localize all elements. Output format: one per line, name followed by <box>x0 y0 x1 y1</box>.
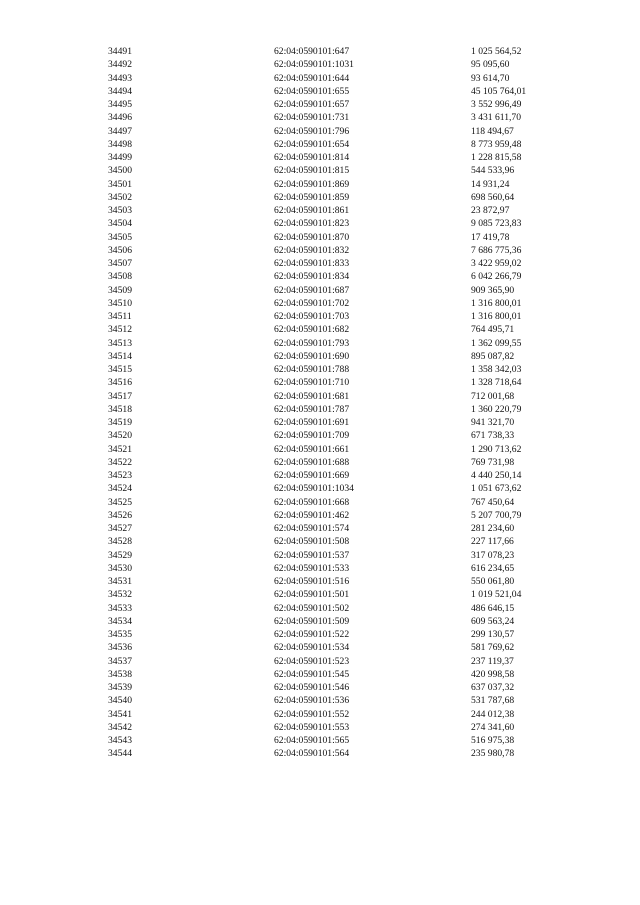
row-number: 34544 <box>108 748 132 760</box>
row-number: 34530 <box>108 562 132 574</box>
cadastral-number: 62:04:0590101:553 <box>274 721 350 733</box>
table-row <box>108 244 571 257</box>
cadastral-value: 118 494,67 <box>471 125 514 137</box>
table-row <box>108 231 571 244</box>
cadastral-number: 62:04:0590101:655 <box>274 85 350 97</box>
row-number: 34502 <box>108 191 132 203</box>
row-number: 34534 <box>108 615 132 627</box>
row-number: 34491 <box>108 46 132 57</box>
cadastral-value: 486 646,15 <box>471 602 515 614</box>
cadastral-number: 62:04:0590101:509 <box>274 615 350 627</box>
table-row <box>108 602 571 615</box>
table-row <box>108 363 571 376</box>
cadastral-value: 637 037,32 <box>471 682 515 693</box>
cadastral-value: 764 495,71 <box>471 324 515 336</box>
row-number: 34510 <box>108 297 132 309</box>
row-number: 34535 <box>108 629 132 640</box>
cadastral-value: 5 207 700,79 <box>471 509 522 521</box>
row-number: 34542 <box>108 721 132 733</box>
row-number: 34539 <box>108 682 132 693</box>
table-row <box>108 191 571 204</box>
cadastral-number: 62:04:0590101:688 <box>274 456 350 468</box>
row-number: 34509 <box>108 284 132 296</box>
table-row <box>108 85 571 98</box>
table-row <box>108 668 571 681</box>
row-number: 34512 <box>108 324 132 336</box>
table-row <box>108 509 571 522</box>
cadastral-number: 62:04:0590101:788 <box>274 364 350 375</box>
cadastral-value: 274 341,60 <box>471 721 515 733</box>
table-row <box>108 708 571 721</box>
table-row <box>108 694 571 707</box>
cadastral-number: 62:04:0590101:833 <box>274 258 350 269</box>
cadastral-value: 281 234,60 <box>471 523 515 534</box>
cadastral-value: 1 316 800,01 <box>471 297 522 309</box>
table-row <box>108 178 571 191</box>
table-row <box>108 456 571 469</box>
cadastral-value: 1 025 564,52 <box>471 46 522 57</box>
cadastral-number: 62:04:0590101:647 <box>274 46 350 57</box>
table-row <box>108 138 571 151</box>
cadastral-value: 23 872,97 <box>471 205 510 216</box>
row-number: 34498 <box>108 138 132 150</box>
cadastral-value: 1 051 673,62 <box>471 483 522 495</box>
table-row <box>108 641 571 654</box>
cadastral-number: 62:04:0590101:502 <box>274 602 350 614</box>
table-row <box>108 257 571 270</box>
table-row <box>108 204 571 217</box>
row-number: 34527 <box>108 523 132 534</box>
table-row <box>108 270 571 283</box>
cadastral-number: 62:04:0590101:815 <box>274 165 350 177</box>
row-number: 34518 <box>108 403 132 415</box>
cadastral-number: 62:04:0590101:703 <box>274 311 350 322</box>
cadastral-number: 62:04:0590101:702 <box>274 297 350 309</box>
row-number: 34495 <box>108 99 132 110</box>
cadastral-number: 62:04:0590101:1034 <box>274 483 354 495</box>
table-row <box>108 337 571 350</box>
table-row <box>108 562 571 575</box>
cadastral-number: 62:04:0590101:501 <box>274 589 350 601</box>
cadastral-value: 299 130,57 <box>471 629 515 640</box>
cadastral-number: 62:04:0590101:534 <box>274 642 350 654</box>
cadastral-value: 531 787,68 <box>471 695 515 707</box>
row-number: 34515 <box>108 364 132 375</box>
row-number: 34529 <box>108 549 132 561</box>
cadastral-number: 62:04:0590101:564 <box>274 748 350 760</box>
row-number: 34496 <box>108 112 132 124</box>
row-number: 34506 <box>108 244 132 256</box>
cadastral-value: 609 563,24 <box>471 615 515 627</box>
cadastral-number: 62:04:0590101:870 <box>274 231 350 243</box>
table-row <box>108 734 571 747</box>
cadastral-value: 4 440 250,14 <box>471 470 522 481</box>
table-row <box>108 125 571 138</box>
cadastral-number: 62:04:0590101:869 <box>274 178 350 190</box>
row-number: 34531 <box>108 576 132 587</box>
cadastral-value: 3 431 611,70 <box>471 112 522 124</box>
row-number: 34536 <box>108 642 132 654</box>
cadastral-value: 671 738,33 <box>471 430 515 442</box>
table-row <box>108 98 571 111</box>
cadastral-number: 62:04:0590101:690 <box>274 350 350 362</box>
cadastral-number: 62:04:0590101:546 <box>274 682 350 693</box>
cadastral-value: 1 328 718,64 <box>471 377 522 389</box>
table-row <box>108 469 571 482</box>
row-number: 34500 <box>108 165 132 177</box>
cadastral-value: 1 358 342,03 <box>471 364 522 375</box>
row-number: 34511 <box>108 311 132 322</box>
table-row <box>108 575 571 588</box>
table-row <box>108 72 571 85</box>
table-row <box>108 323 571 336</box>
row-number: 34537 <box>108 655 132 667</box>
row-number: 34520 <box>108 430 132 442</box>
cadastral-value: 769 731,98 <box>471 456 515 468</box>
table-row <box>108 429 571 442</box>
table-row <box>108 58 571 71</box>
cadastral-value: 1 228 815,58 <box>471 152 522 163</box>
table-row <box>108 403 571 416</box>
row-number: 34494 <box>108 85 132 97</box>
table-row <box>108 655 571 668</box>
cadastral-number: 62:04:0590101:682 <box>274 324 350 336</box>
table-row <box>108 297 571 310</box>
cadastral-value: 767 450,64 <box>471 496 515 508</box>
row-number: 34524 <box>108 483 132 495</box>
cadastral-number: 62:04:0590101:823 <box>274 218 350 230</box>
row-number: 34533 <box>108 602 132 614</box>
cadastral-value: 237 119,37 <box>471 655 514 667</box>
row-number: 34516 <box>108 377 132 389</box>
table-row <box>108 588 571 601</box>
row-number: 34519 <box>108 417 132 428</box>
table-row <box>108 164 571 177</box>
cadastral-value: 3 552 996,49 <box>471 99 522 110</box>
table-row <box>108 535 571 548</box>
row-number: 34501 <box>108 178 132 190</box>
table-row <box>108 416 571 429</box>
row-number: 34528 <box>108 536 132 548</box>
table-row <box>108 721 571 734</box>
cadastral-number: 62:04:0590101:710 <box>274 377 350 389</box>
cadastral-number: 62:04:0590101:731 <box>274 112 350 124</box>
row-number: 34525 <box>108 496 132 508</box>
cadastral-number: 62:04:0590101:793 <box>274 337 350 349</box>
cadastral-value: 616 234,65 <box>471 562 515 574</box>
cadastral-value: 6 042 266,79 <box>471 271 522 283</box>
row-number: 34514 <box>108 350 132 362</box>
table-row <box>108 549 571 562</box>
row-number: 34541 <box>108 708 132 720</box>
cadastral-number: 62:04:0590101:533 <box>274 562 350 574</box>
cadastral-number: 62:04:0590101:516 <box>274 576 350 587</box>
table-row <box>108 615 571 628</box>
table-row <box>108 45 571 58</box>
row-number: 34522 <box>108 456 132 468</box>
row-number: 34499 <box>108 152 132 163</box>
cadastral-value: 8 773 959,48 <box>471 138 522 150</box>
cadastral-value: 544 533,96 <box>471 165 515 177</box>
cadastral-value: 227 117,66 <box>471 536 514 548</box>
cadastral-value: 3 422 959,02 <box>471 258 522 269</box>
cadastral-value: 244 012,38 <box>471 708 515 720</box>
table-row <box>108 217 571 230</box>
table-row <box>108 681 571 694</box>
row-number: 34538 <box>108 668 132 680</box>
cadastral-number: 62:04:0590101:661 <box>274 443 350 455</box>
cadastral-number: 62:04:0590101:545 <box>274 668 350 680</box>
cadastral-number: 62:04:0590101:691 <box>274 417 350 428</box>
cadastral-value: 1 290 713,62 <box>471 443 522 455</box>
cadastral-number: 62:04:0590101:657 <box>274 99 350 110</box>
row-number: 34497 <box>108 125 132 137</box>
row-number: 34508 <box>108 271 132 283</box>
cadastral-value: 516 975,38 <box>471 735 515 746</box>
cadastral-number: 62:04:0590101:537 <box>274 549 350 561</box>
cadastral-number: 62:04:0590101:1031 <box>274 59 354 71</box>
cadastral-value: 909 365,90 <box>471 284 515 296</box>
table-row <box>108 628 571 641</box>
cadastral-value: 9 085 723,83 <box>471 218 522 230</box>
table-row <box>108 390 571 403</box>
table-row <box>108 747 571 760</box>
row-number: 34504 <box>108 218 132 230</box>
table-row <box>108 111 571 124</box>
cadastral-number: 62:04:0590101:834 <box>274 271 350 283</box>
cadastral-value: 581 769,62 <box>471 642 515 654</box>
table-row <box>108 443 571 456</box>
row-number: 34521 <box>108 443 132 455</box>
cadastral-value-table <box>108 45 571 761</box>
cadastral-value: 317 078,23 <box>471 549 515 561</box>
cadastral-number: 62:04:0590101:522 <box>274 629 350 640</box>
cadastral-value: 1 316 800,01 <box>471 311 522 322</box>
row-number: 34503 <box>108 205 132 216</box>
cadastral-value: 14 931,24 <box>471 178 510 190</box>
table-body <box>108 45 571 761</box>
row-number: 34505 <box>108 231 132 243</box>
row-number: 34543 <box>108 735 132 746</box>
cadastral-number: 62:04:0590101:668 <box>274 496 350 508</box>
cadastral-value: 941 321,70 <box>471 417 515 428</box>
row-number: 34513 <box>108 337 132 349</box>
cadastral-number: 62:04:0590101:687 <box>274 284 350 296</box>
cadastral-value: 895 087,82 <box>471 350 515 362</box>
cadastral-number: 62:04:0590101:814 <box>274 152 350 163</box>
cadastral-value: 235 980,78 <box>471 748 515 760</box>
row-number: 34540 <box>108 695 132 707</box>
cadastral-value: 17 419,78 <box>471 231 510 243</box>
cadastral-number: 62:04:0590101:508 <box>274 536 350 548</box>
table-row <box>108 151 571 164</box>
cadastral-value: 1 362 099,55 <box>471 337 522 349</box>
cadastral-value: 95 095,60 <box>471 59 510 71</box>
cadastral-number: 62:04:0590101:523 <box>274 655 350 667</box>
cadastral-number: 62:04:0590101:462 <box>274 509 350 521</box>
cadastral-value: 45 105 764,01 <box>471 85 527 97</box>
row-number: 34507 <box>108 258 132 269</box>
cadastral-number: 62:04:0590101:552 <box>274 708 350 720</box>
table-row <box>108 310 571 323</box>
cadastral-number: 62:04:0590101:536 <box>274 695 350 707</box>
row-number: 34492 <box>108 59 132 71</box>
cadastral-number: 62:04:0590101:565 <box>274 735 350 746</box>
row-number: 34523 <box>108 470 132 481</box>
cadastral-value: 7 686 775,36 <box>471 244 522 256</box>
cadastral-number: 62:04:0590101:681 <box>274 390 350 402</box>
cadastral-number: 62:04:0590101:859 <box>274 191 350 203</box>
table-row <box>108 376 571 389</box>
cadastral-value: 550 061,80 <box>471 576 515 587</box>
table-row <box>108 482 571 495</box>
cadastral-number: 62:04:0590101:574 <box>274 523 350 534</box>
cadastral-value: 1 360 220,79 <box>471 403 522 415</box>
cadastral-number: 62:04:0590101:832 <box>274 244 350 256</box>
cadastral-number: 62:04:0590101:787 <box>274 403 350 415</box>
cadastral-number: 62:04:0590101:861 <box>274 205 350 216</box>
table-row <box>108 496 571 509</box>
table-row <box>108 350 571 363</box>
row-number: 34526 <box>108 509 132 521</box>
table-row <box>108 284 571 297</box>
row-number: 34517 <box>108 390 132 402</box>
cadastral-value: 698 560,64 <box>471 191 515 203</box>
cadastral-value: 93 614,70 <box>471 72 510 84</box>
cadastral-number: 62:04:0590101:654 <box>274 138 350 150</box>
cadastral-number: 62:04:0590101:709 <box>274 430 350 442</box>
cadastral-number: 62:04:0590101:669 <box>274 470 350 481</box>
table-row <box>108 522 571 535</box>
cadastral-number: 62:04:0590101:644 <box>274 72 350 84</box>
cadastral-value: 420 998,58 <box>471 668 515 680</box>
cadastral-value: 712 001,68 <box>471 390 515 402</box>
cadastral-value: 1 019 521,04 <box>471 589 522 601</box>
cadastral-number: 62:04:0590101:796 <box>274 125 350 137</box>
row-number: 34532 <box>108 589 132 601</box>
row-number: 34493 <box>108 72 132 84</box>
